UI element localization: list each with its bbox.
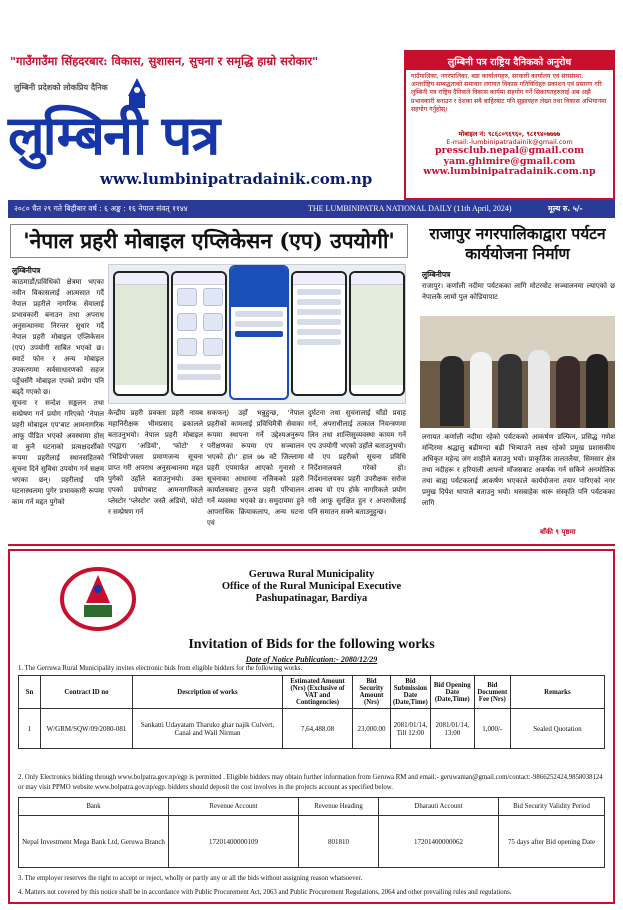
- section-divider: [8, 544, 615, 546]
- masthead-title: लुम्बिनी पत्र: [8, 103, 219, 167]
- tender-notice: [8, 549, 615, 904]
- date-bar: [8, 200, 615, 218]
- col-header: Sn: [19, 676, 41, 709]
- notice-heading: लुम्बिनी पत्र राष्ट्रिय दैनिकको अनुरोध: [406, 52, 613, 70]
- col-header: Bid Security Validity Period: [499, 798, 605, 816]
- account-table: [18, 797, 605, 868]
- table-row: [19, 816, 605, 868]
- col-header: Estimated Amount (Nrs) (Exclusive of VAT and Contingencies): [283, 676, 353, 709]
- tender-note-4: 4. Matters not covered by this notice shall be in accordance with Public Procurement Act, 2063 and Public Procurement Regulations, 2064 and other prevailing rules and regulations.: [18, 889, 512, 896]
- tender-office-2: Office of the Rural Municipal Executive: [221, 581, 402, 592]
- cell: 17201400000062: [379, 816, 499, 868]
- article2-lead: राजापुर। कर्णाली नदीमा पर्यटकका लागि मोटरवोट सञ्चालनमा ल्याएको छ नेपालकै लामो पुल कोडियापाट: [422, 282, 615, 301]
- phone-screen-list: [291, 271, 347, 396]
- col-header: Bid Security Amount (Nrs): [353, 676, 391, 709]
- article1-byline: लुम्बिनीपत्र: [12, 266, 41, 275]
- col-header: Bid Submission Date (Date,Time): [391, 676, 431, 709]
- cell: W/GRM/SQW/09/2080-081: [41, 709, 133, 749]
- col-header: Revenue Account: [169, 798, 299, 816]
- col-header: Description of works: [133, 676, 283, 709]
- phone-screen-map: [113, 271, 169, 396]
- bid-table: [18, 675, 605, 749]
- cell: 2081/01/14, 13:00: [430, 709, 474, 749]
- col-header: Contract ID no: [41, 676, 133, 709]
- cell: 2081/01/14, Till 12:00: [391, 709, 431, 749]
- cell: 75 days after Bid opening Date: [499, 816, 605, 868]
- cell: Nepal Investment Mega Bank Ltd, Geruwa Branch: [19, 816, 169, 868]
- date-issue: २०८० चैत २९ गते बिहीबार वर्ष : ६ अङ्क : १६ नेपाल संवत् ११४४: [14, 204, 188, 213]
- tender-intro: 1. The Gerruwa Rural Municipality invites electronic bids from eligible bidders for the following works.: [18, 665, 303, 672]
- masthead-url[interactable]: www.lumbinipatradainik.com.np: [100, 170, 373, 188]
- continued-tag: बाँकी ९ पृष्ठमा: [540, 528, 576, 536]
- news-photo: [420, 316, 615, 428]
- tender-office-1: Geruwa Rural Municipality: [248, 569, 375, 580]
- bid-table-header: [19, 676, 605, 709]
- col-header: Revenue Heading: [299, 798, 379, 816]
- account-table-header: [19, 798, 605, 816]
- phone-screen-login: [229, 265, 289, 400]
- article1-headline[interactable]: 'नेपाल प्रहरी मोबाइल एप्लिकेसन (एप) उपयोगी': [10, 224, 408, 258]
- notice-url[interactable]: www.lumbinipatradainik.com.np: [423, 166, 596, 177]
- notice-email-3[interactable]: yam.ghimire@gmail.com: [443, 155, 576, 167]
- tender-note-3: 3. The employer reserves the right to accept or reject, wholly or partly any or all the bids without assigning reason whatsoever.: [18, 875, 363, 882]
- phone-screen-menu: [171, 271, 227, 396]
- app-screenshots: [108, 264, 406, 404]
- col-header: Bid Opening Date (Date,Time): [430, 676, 474, 709]
- masthead-subtitle: लुम्बिनी प्रदेशको लोकप्रिय दैनिक: [14, 83, 108, 92]
- cell: Sealed Quotation: [510, 709, 604, 749]
- col-header: Bid Document Fee (Nrs): [474, 676, 510, 709]
- article1-col4: दुर्घटना तथा सुचनालाई चाँडो प्रवाह गर्न, अपराधीलाई तत्काल नियन्त्रणमा लिन तथा शान्तिसुव्यवस्था कायम गर्ने एप उपयोगी भएको उहाँले बताउनुभयो। यो एप प्रहरीको सूचना प्रविधि निर्देशनालयले गरेको हो। निर्देशनालयका प्रहरी उपरीक्षक सरोज शाक्य यो एप होके नागरिकले प्रयोग गरी आफू सुरक्षित हुन र अपराधीलाई पनि समातन सक्ने बताउनुहुन्छ।: [308, 409, 406, 516]
- tender-note-2: 2. Only Electronics bidding through www.bolpatra.gov.np/egp is permitted . Eligible bidders may obtain further information from Geruwa RM and email:- geruwaman@gmail.com/contact:-9866252424,9858038124 or may visit PPMO website www.bolpatra.gov.np/egp. bidders should deposit the cost involves in the projects account as specified below.: [18, 774, 603, 791]
- tagline: "गाउँगाउँमा सिंहदरबार: विकास, सुशासन, सुचना र समृद्धि हाम्रो सरोकार": [10, 54, 319, 68]
- cell: 23,000.00: [353, 709, 391, 749]
- article2-body: लगायत कर्णाली नदीमा रहेको पर्यटकको आकर्षण डल्फिन, प्रसिद्ध गणेश मन्दिरमा श्रद्धालु बढीमन्दा बढी भित्र्याउने लक्ष्य रहेको प्रमुख प्रशासकीय अधिकृत महेन्द्र जंग शाहीले बताउनु भयो। प्राकृतिक तालतलैया, सिमसार क्षेत्र तथा नदीहरू र हरियाली आफ्नो माँजसबाट अकर्षक गर्न सकिने अनमोलिक तथा बाह्य पर्यटकलाई आकर्षण भएकाले कार्ययोजना तयार पारिएको नगर प्रमुख दिपेश थापाले बताउनु भयो। थसबाहेक थारू संस्कृति पनि पर्यटकका लागि: [422, 433, 615, 507]
- tender-title: Invitation of Bids for the following works: [188, 637, 435, 652]
- tender-pubdate: Date of Notice Publication:- 2080/12/29: [245, 655, 378, 664]
- article1-col1: काठमाडौं/प्रविधिको क्षेत्रमा भएका नवीन विकासलाई आत्मसात गर्दै नेपाल प्रहरीले नागरिक सेवालाई प्रभावकारी बनाउन तथा अपराध अनुसन्धानमा निरन्तर सुधार गर्दै नेपाल प्रहरी मोबाइल एप्लिकेसन (एप) उपयोगी साबित भएको छ। स्मार्ट फोन र अन्य मोबाइल उपकरणमा सर्वसाधारणको सहज पहुँचसँगै मोबाइल एपको प्रयोग पनि बढ्दै गएको छ।: [12, 278, 104, 396]
- table-row: [19, 709, 605, 749]
- article1-col2: केन्द्रीय प्रहरी प्रवक्ता प्रहरी नायब महानिरीक्षक भीमप्रसाद ढकालले बताउनुभयो। नेपाल प्रहरी मोबाइल एपद्वारा 'अडियो', 'फोटो' र 'भिडियो'जस्ता प्रमाणजन्य सूचना प्राप्त गरी अपराध अनुसन्धानमा मद्दत पुगेको उहाँले बताउनुभयो। उक्त एपको प्रयोगबाट आमनागरिकले प्लेस्टोर 'प्लेस्टोर' जस्तै अडियो, फोटो र सम्प्रेषण गर्न: [108, 409, 203, 516]
- article1-col1b: सूचना र सन्देश सङ्कलन तथा सम्प्रेषण गर्न प्रयोग गरिएको 'नेपाल प्रहरी मोबाइल एप'बाट आमनागरिक आफू पीडित भएको अवस्थामा होस् वा कुनै घटनाको प्रत्यक्षदर्शीको रूपमा प्रहरीलाई स्थानसहितको सूचना दिने सुविधा उपयोग गर्न सक्षम भएका छन्। प्रहरीलाई पनि घटनास्थलमा पुगेर प्रभावकारी रूपमा काम गर्न मद्दत पुगेको: [12, 399, 104, 506]
- cell: 7,64,488.08: [283, 709, 353, 749]
- article2-byline: लुम्बिनीपत्र: [422, 270, 451, 279]
- phone-screen-route: [349, 271, 405, 396]
- notice-phone: मोबाइल नं: ९८६८०९६९६०, ९८१९४०७७७७: [458, 130, 561, 138]
- notice-email[interactable]: E-mail:-lumbinipatradainik@gmail.com: [446, 138, 573, 146]
- col-header: Dharauti Account: [379, 798, 499, 816]
- english-date: THE LUMBINIPATRA NATIONAL DAILY (11th April, 2024): [308, 204, 512, 213]
- col-header: Remarks: [510, 676, 604, 709]
- notice-body: गाउँपालिका, नगरपालिका, बडा कार्यालयहरु, सरकारी कार्यालय एवं संघसंस्था, अन्तर्राष्ट्रिय सम्बद्धताको समाचार लगायत विकास गतिविधिहरु प्रकाशन एवं प्रसारण गरि लुम्बिनी पत्र राष्ट्रिय दैनिकले विकास कार्यमा सहयोग गर्ने सिकायतहरुलाई अब अझै प्रभावकारी बनाउन र देशका सबै बाहिरबाट पनि सुझावहरु लेख्न तथा विकास अभियानमा सहयोग गर्नुहोस्।: [411, 73, 607, 113]
- price: मूल्य रु. ५/-: [548, 204, 583, 213]
- article1-col3: सकफन्) उहाँ भन्नुहुन्छ, 'नेपाल प्रहरीको कामलाई प्रविधिमैत्री सेवाका रूपमा स्थापना गर्ने उद्देश्यअनुरूप परीक्षणका रूपमा एप सञ्चालन भएको हो।' हाल ७७ वटै जिल्लामा प्रहरी एपमार्फत आएको गुनासो र सूचनाका आधारमा नजिकको प्रहरी कार्यालयबाट तुरुन्त प्रहरी परिचालन गर्ने व्यवस्था भएको छ। समुदायमा हुने आपराधिक क्रियाकलाप, अन्य घटना एवं: [207, 409, 304, 527]
- tender-office-3: Pashupatinagar, Bardiya: [255, 593, 368, 604]
- article2-headline[interactable]: राजापुर नगरपालिकाद्वारा पर्यटन कार्ययोजना निर्माण: [429, 224, 606, 263]
- request-notice-box: [404, 50, 615, 200]
- notice-email-2[interactable]: pressclub.nepal@gmail.com: [434, 145, 585, 156]
- cell: 17201400000109: [169, 816, 299, 868]
- cell: Sankatti Udayatam Tharuko ghar najik Culvert, Canal and Wall Nirman: [133, 709, 283, 749]
- cell: 1,000/-: [474, 709, 510, 749]
- col-header: Bank: [19, 798, 169, 816]
- cell: 1: [19, 709, 41, 749]
- cell: 801810: [299, 816, 379, 868]
